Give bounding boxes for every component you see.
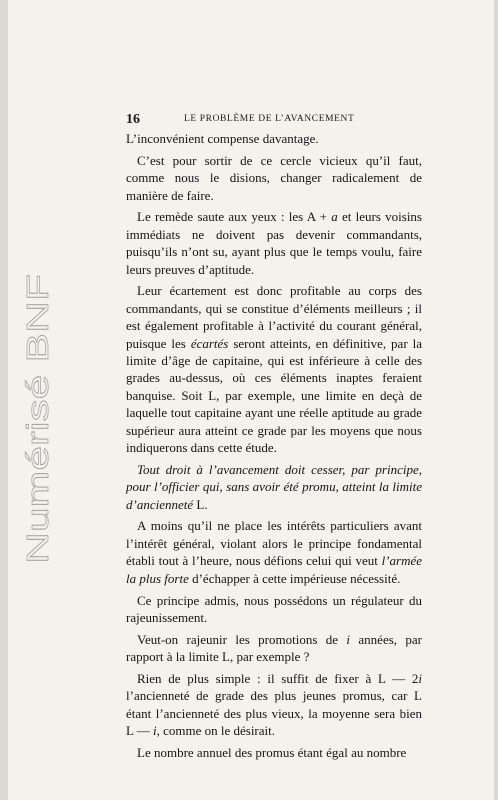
watermark [18, 268, 58, 568]
text-run: Leur écartement est donc profitable au corps des commandants, qui se constitue d’éléments meilleurs ; il est également profitable à l’activité du courant général, puisque les [126, 283, 422, 351]
italic-run: Tout droit à l’avancement doit cesser, par principe, pour l’officier qui, sans avoir été promu, atteint la limite d’ancienneté [126, 461, 422, 512]
page-number: 16 [126, 112, 140, 127]
italic-run: i [346, 631, 351, 647]
page-sheet [8, 0, 494, 800]
text-run: Veut-on rajeunir les promotions de [137, 631, 347, 647]
watermark-text: Numérisé BNF [20, 360, 55, 564]
text-run: A moins qu’il ne place les intérêts particuliers avant l’intérêt général, violant alors le principe fondamental établi tout à l’heure, nous défions celui qui veut [126, 518, 422, 569]
text-run: , comme on le désirait. [156, 723, 276, 739]
paragraph [126, 130, 422, 147]
text-run: C’est pour sortir de ce cercle vicieux qu’il faut, comme nous le disions, changer radicalement de manière de faire. [126, 152, 422, 203]
text-run: d’échapper à cette impérieuse nécessité. [188, 570, 401, 586]
text-run: et leurs voisins immédiats ne doivent pas devenir commandants, puisqu’ils n’ont su, ayant plus que le temps voulu, faire leurs preuves d’aptitude. [126, 209, 422, 277]
text-run: seront atteints, en définitive, par la limite d’âge de capitaine, qui est inférieure à celle des grades au-dessus, où ces éléments inaptes feraient banquise. Soit L, par exemple, une limite en deçà de laquelle tout capitaine ayant une réelle aptitude au grade supérieur aura atteint ce grade par les moyens que nous indiquerons dans cette étude. [126, 335, 422, 456]
text-run: Le remède saute aux yeux : les A + [137, 209, 332, 225]
italic-run: écartés [190, 335, 229, 351]
page-header [126, 112, 422, 126]
text-run: L. [193, 496, 208, 512]
paragraph [126, 517, 422, 587]
italic-run: i [152, 723, 157, 739]
text-run: l’ancienneté de grade des plus jeunes promus, car L étant l’ancienneté des plus vieux, la moyenne sera bien L — [126, 688, 422, 739]
paragraph [126, 670, 422, 740]
paragraph [126, 282, 422, 456]
paragraph [126, 461, 422, 513]
paragraph [126, 631, 422, 666]
italic-run: i [418, 670, 422, 686]
paragraph [126, 152, 422, 204]
paragraph [126, 592, 422, 627]
italic-run: a [331, 209, 338, 225]
body-text [126, 130, 422, 766]
text-run: Le nombre annuel des promus étant égal au nombre [137, 744, 407, 760]
text-run: L’inconvénient compense davantage. [126, 131, 319, 146]
paragraph [126, 208, 422, 278]
italic-run: l’armée la plus forte [126, 553, 422, 586]
text-run: Rien de plus simple : il suffit de fixer à L — 2 [137, 670, 419, 686]
running-title: LE PROBLÈME DE L’AVANCEMENT [184, 114, 355, 124]
text-run: Ce principe admis, nous possédons un régulateur du rajeunissement. [126, 592, 422, 625]
text-run: années, par rapport à la limite L, par exemple ? [126, 631, 423, 665]
paragraph [126, 744, 422, 761]
